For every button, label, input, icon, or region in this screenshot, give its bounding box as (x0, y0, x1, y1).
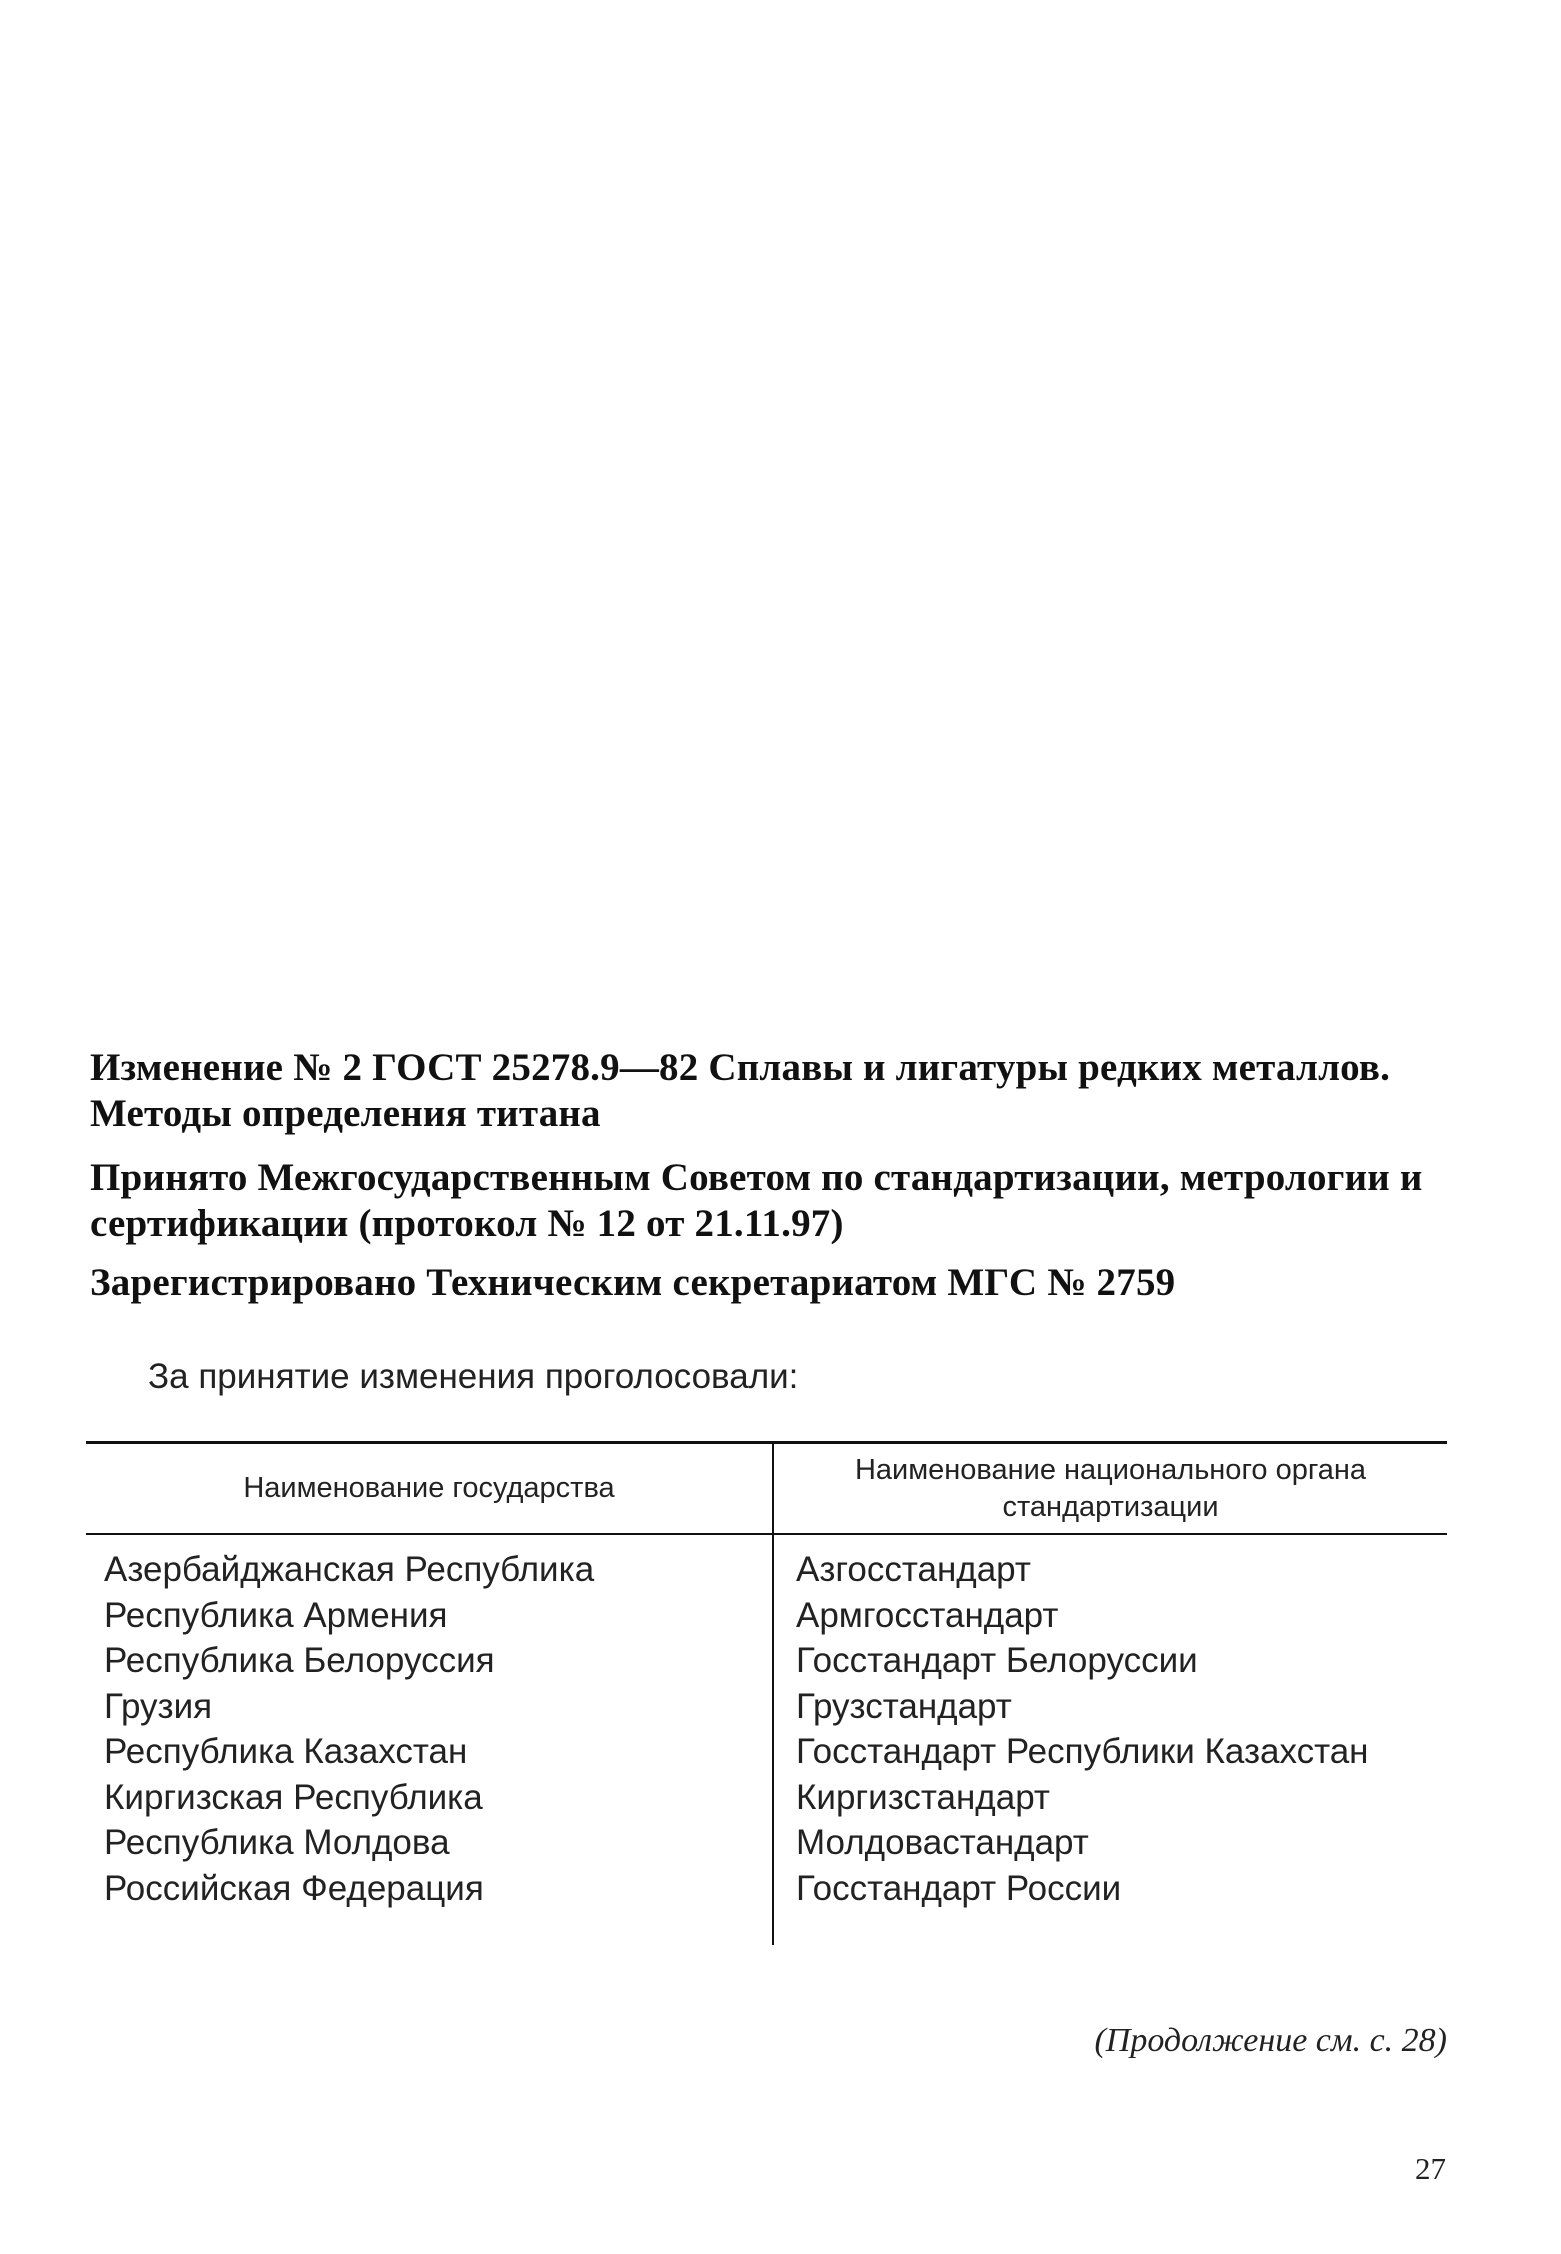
table-cell-org: Госстандарт Республики Казахстан (796, 1732, 1369, 1771)
table-header-rule (86, 1533, 1447, 1535)
table-cell-state: Республика Армения (104, 1595, 448, 1635)
org-column (796, 1547, 1369, 1911)
voting-intro: За принятие изменения проголосовали: (148, 1357, 799, 1396)
table-cell-state: Грузия (104, 1686, 213, 1726)
state-column (104, 1547, 594, 1911)
table-cell-org: Госстандарт России (796, 1868, 1122, 1908)
page-number: 27 (1415, 2151, 1446, 2186)
amendment-title: Изменение № 2 ГОСТ 25278.9—82 Сплавы и лигатуры редких металлов. Методы определения титана (90, 1046, 1391, 1135)
table-cell-org: Киргизстандарт (796, 1777, 1050, 1817)
table-cell-state: Азербайджанская Республика (104, 1550, 595, 1589)
column-header-org: Наименование национального органа стандартизации (854, 1453, 1367, 1523)
table-cell-state: Киргизская Республика (104, 1777, 483, 1817)
table-cell-org: Госстандарт Белоруссии (796, 1641, 1198, 1680)
continuation-note: (Продолжение см. с. 28) (1094, 2022, 1447, 2059)
column-header-state: Наименование государства (243, 1472, 615, 1504)
registration-statement: Зарегистрировано Техническим секретариатом МГС № 2759 (90, 1261, 1176, 1304)
table-cell-state: Республика Белоруссия (104, 1641, 495, 1680)
adoption-statement: Принято Межгосударственным Советом по стандартизации, метрологии и сертификации (протокол № 12 от 21.11.97) (90, 1156, 1423, 1245)
table-cell-state: Республика Молдова (104, 1823, 450, 1862)
table-cell-org: Молдовастандарт (796, 1823, 1089, 1862)
table-cell-state: Республика Казахстан (104, 1732, 468, 1771)
voting-table (86, 1441, 1447, 1945)
table-cell-org: Армгосстандарт (796, 1595, 1059, 1635)
table-cell-org: Грузстандарт (796, 1686, 1012, 1726)
table-cell-state: Российская Федерация (104, 1868, 484, 1908)
table-cell-org: Азгосстандарт (796, 1550, 1031, 1589)
